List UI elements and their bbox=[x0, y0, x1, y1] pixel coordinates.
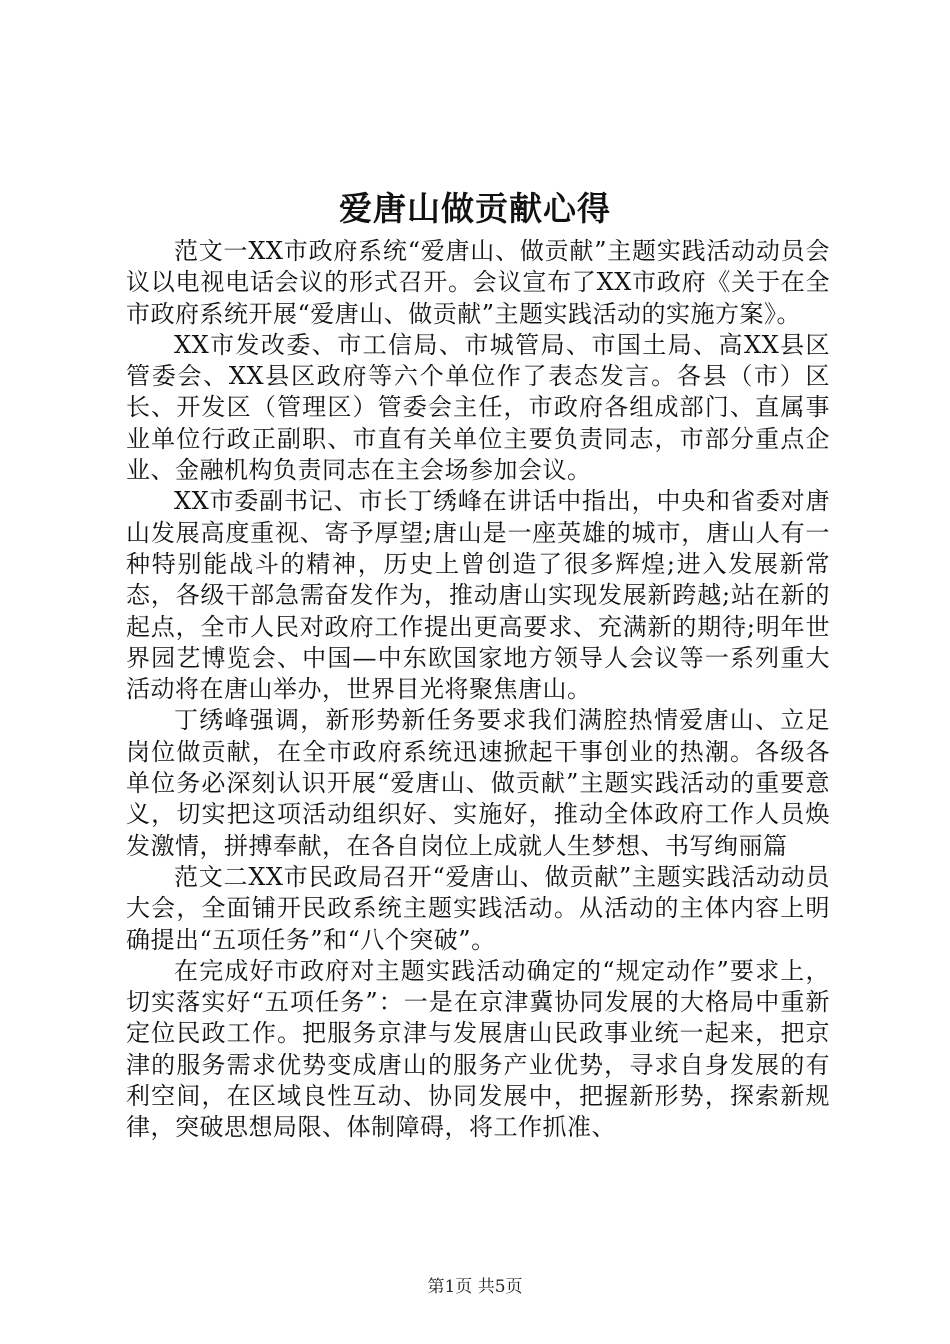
paragraph-2: XX市发改委、市工信局、市城管局、市国土局、高XX县区管委会、XX县区政府等六个单位作了表态发言。各县（市）区长、开发区（管理区）管委会主任，市政府各组成部门、直属事业单位行政正副职、市直有关单位主要负责同志，市部分重点企业、金融机构负责同志在主会场参加会议。 bbox=[126, 330, 830, 485]
paragraph-3: XX市委副书记、市长丁绣峰在讲话中指出，中央和省委对唐山发展高度重视、寄予厚望;唐山是一座英雄的城市，唐山人有一种特别能战斗的精神，历史上曾创造了很多辉煌;进入发展新常态，各级干部急需奋发作为，推动唐山实现发展新跨越;站在新的起点，全市人民对政府工作提出更高要求、充满新的期待;明年世界园艺博览会、中国—中东欧国家地方领导人会议等一系列重大活动将在唐山举办，世界目光将聚焦唐山。 bbox=[126, 487, 830, 704]
paragraph-6: 在完成好市政府对主题实践活动确定的“规定动作”要求上，切实落实好“五项任务”：一是在京津冀协同发展的大格局中重新定位民政工作。把服务京津与发展唐山民政事业统一起来，把京津的服务需求优势变成唐山的服务产业优势，寻求自身发展的有利空间，在区域良性互动、协同发展中，把握新形势，探索新规律，突破思想局限、体制障碍，将工作抓准、 bbox=[126, 956, 830, 1142]
document-title: 爱唐山做贡献心得 bbox=[339, 189, 611, 228]
paragraph-1: 范文一XX市政府系统“爱唐山、做贡献”主题实践活动动员会议以电视电话会议的形式召开。会议宣布了XX市政府《关于在全市政府系统开展“爱唐山、做贡献”主题实践活动的实施方案》。 bbox=[126, 237, 830, 328]
document-body bbox=[126, 236, 830, 1144]
page-number-footer: 第1页 共5页 bbox=[427, 1277, 523, 1297]
paragraph-4: 丁绣峰强调，新形势新任务要求我们满腔热情爱唐山、立足岗位做贡献，在全市政府系统迅速掀起干事创业的热潮。各级各单位务必深刻认识开展“爱唐山、做贡献”主题实践活动的重要意义，切实把这项活动组织好、实施好，推动全体政府工作人员焕发激情，拼搏奉献，在各自岗位上成就人生梦想、书写绚丽篇 bbox=[126, 706, 830, 860]
paragraph-5: 范文二XX市民政局召开“爱唐山、做贡献”主题实践活动动员大会，全面铺开民政系统主题实践活动。从活动的主体内容上明确提出“五项任务”和“八个突破”。 bbox=[126, 862, 830, 954]
